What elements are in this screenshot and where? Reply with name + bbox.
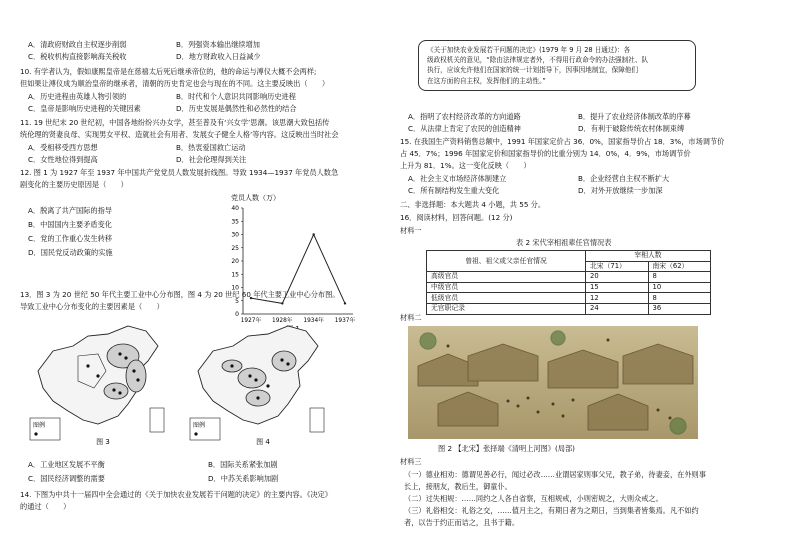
south-sea-inset	[150, 408, 164, 432]
party-membership-line-chart	[213, 190, 363, 335]
table-cell: 8	[648, 272, 711, 283]
q11-option-a: A．受相移受西方思想	[28, 143, 98, 152]
q13-line-1: 13．图 3 为 20 世纪 50 年代主要工业中心分布图，图 4 为 20 世纪 60 年代主要工业中心分布图。	[20, 290, 340, 299]
box-line-1: 《关于加快农业发展若干问题的决定》(1979 年 9 月 28 日通过)：各	[427, 46, 631, 54]
q10-option-a: A．历史进程由英雄人物引领的	[28, 92, 127, 101]
q9-option-c: C．税收机构直接影响海关税收	[28, 52, 127, 61]
map3-legend-title: 图例	[33, 422, 46, 429]
m3-line-3: （二）过失相规：……同约之人各自省察，互相规戒，小则密规之，大则众戒之。	[404, 494, 663, 503]
q11-option-c: C．女性地位得到提高	[28, 155, 98, 164]
data-point	[312, 233, 314, 235]
south-sea-inset	[310, 408, 324, 432]
q15-option-a: A．社会主义市场经济体制建立	[408, 174, 507, 183]
q12-option-c: C．党的工作重心发生转移	[28, 234, 113, 243]
table-header-north-song: 北宋（71）	[586, 261, 649, 272]
y-tick-label: 40	[231, 205, 239, 212]
material2-label: 材料二	[400, 313, 422, 322]
table-cell: 高级官员	[427, 272, 586, 283]
q12-option-d: D．国民党反动政策的实施	[28, 248, 113, 257]
q13-option-d: D．中苏关系影响加剧	[208, 474, 279, 483]
y-tick-label: 15	[231, 271, 239, 279]
q11-line-1: 11. 19 世纪末 20 世纪初，中国各地纷纷兴办女学，甚至普及有‘兴女学’思潮。该思潮大致包括传	[20, 118, 330, 127]
map3-caption: 图 3	[96, 438, 110, 446]
q13-option-b: B．国际关系紧张加剧	[208, 460, 278, 469]
figure2-caption: 图 2 【北宋】张择端《清明上河图》(局部)	[438, 444, 575, 453]
q11-line-2: 统伦理的贤妻良母、实现男女平权、造就社会有用者、发展女子健全人格’等内容。这反映出当时社会	[20, 130, 339, 139]
q15-line-1: 15. 在我国生产资料销售总额中，1991 年国家定价占 36．0%，国家指导价占 18．3%，市场调节价	[400, 137, 725, 146]
map4-caption: 图 4	[256, 438, 270, 446]
box-line-2: 级政权机关的意见，“除由法律规定者外，不得用行政命令的办法强制社、队	[427, 56, 649, 65]
y-tick-label: 20	[231, 258, 239, 265]
q10-option-c: C．皇帝是影响历史进程的关键因素	[28, 104, 141, 113]
table-cell: 20	[586, 272, 649, 283]
data-point	[281, 302, 283, 304]
table-cell: 24	[586, 303, 649, 314]
q14-option-c: C．从法律上肯定了农民的创造精神	[408, 124, 521, 133]
table-row	[427, 272, 711, 283]
x-tick-label: 1934年	[303, 318, 324, 324]
material1-label: 材料一	[400, 226, 422, 235]
q11-option-b: B．热衷爱国救亡运动	[176, 143, 246, 152]
chart-title: 党员人数（万）	[231, 194, 280, 202]
section2-title: 二、非选择题：本大题共 4 小题，共 55 分。	[400, 200, 546, 209]
box-line-4: 在这方面的自主权，发挥他们的主动性。”	[427, 76, 546, 85]
song-chancellor-table	[426, 250, 711, 315]
table-cell: 10	[648, 282, 711, 293]
q12-option-a: A．脱离了共产国际的指导	[28, 206, 112, 215]
m3-line-1: （一）德业相劝：德谓见善必行，闻过必改……业谓居家则事父兄，教子弟，待妻妾，在外则事	[404, 470, 706, 479]
q14-line-1: 14. 下图为中共十一届四中全会通过的《关于加快农业发展若干问题的决定》的主要内容。《决定》	[20, 490, 332, 499]
x-tick-label: 1927年	[240, 318, 262, 324]
m3-line-2: 长上，接朋友，教后生，御童仆。	[404, 482, 512, 491]
q10-line-1: 10. 有学者认为，假如康熙皇帝是在慈禧太后死后继承帝位的，他的命运与溥仪大概不会两样;	[20, 67, 317, 76]
q10-option-b: B．时代和个人意识共同影响历史进程	[176, 92, 296, 101]
q14-line-2: 的通过（ ）	[20, 502, 71, 511]
industrial-zone	[238, 368, 266, 388]
q16-title: 16．阅读材料，回答问题。(12 分)	[400, 213, 513, 222]
y-tick-label: 25	[231, 244, 239, 252]
table-cell: 12	[586, 293, 649, 304]
q14-option-d: D．有利于破除传统农村体制束缚	[578, 124, 685, 133]
q10-line-2: 但如果让溥仪成为顺治皇帝的继承者，清朝的历史肯定也会与现在的不同。这主要反映出（ ）	[20, 79, 330, 88]
x-tick-label: 1928年	[272, 318, 293, 324]
q15-option-d: D．对外开放继续一步加深	[578, 186, 663, 195]
q12-line-1: 12. 图 1 为 1927 年至 1937 年中国共产党党员人数发展折线图。导致 1934—1937 年党员人数急	[20, 168, 339, 177]
industrial-zone	[104, 383, 128, 399]
map-1960s-industrial-centers	[188, 316, 338, 446]
table-caption: 表 2 宋代宰相祖辈任官情况表	[516, 238, 612, 247]
data-point	[344, 302, 346, 304]
table-header-south-song: 南宋（62）	[648, 261, 711, 272]
y-tick-label: 5	[235, 297, 239, 305]
m3-line-4: （三）礼俗相交：礼俗之交，……值月主之，有期日者为之期日，当到集者皆集焉。凡不如约	[404, 506, 699, 515]
q13-line-2: 导致工业中心分布变化的主要因素是（ ）	[20, 302, 164, 311]
q14-option-b: B．提升了农业经济体制改革的序幕	[578, 112, 691, 121]
industrial-zone	[126, 360, 146, 392]
table-header-ancestry: 曾祖、祖父或父亲任官情况	[427, 251, 586, 272]
table-row	[427, 282, 711, 293]
qingming-painting-image	[408, 326, 698, 439]
table-cell: 15	[586, 282, 649, 293]
q13-option-c: C．国民经济调整的需要	[28, 474, 105, 483]
material3-label: 材料三	[400, 457, 422, 466]
y-tick-label: 30	[231, 231, 239, 239]
q15-option-c: C．所有制结构发生重大变化	[408, 186, 500, 195]
q15-option-b: B．企业经营自主权不断扩大	[578, 174, 670, 183]
y-tick-label: 0	[235, 311, 239, 318]
map4-legend-title: 图例	[193, 422, 206, 429]
q9-option-a: A．清政府财政自主权逐步削弱	[28, 40, 127, 49]
q9-option-b: B．列强资本输出继续增加	[176, 40, 260, 49]
x-tick-label: 1937年	[334, 318, 356, 324]
q12-line-2: 剧变化的主要历史原因是（ ）	[20, 180, 128, 189]
table-cell: 36	[648, 303, 711, 314]
y-tick-label: 35	[231, 218, 239, 226]
table-cell: 中级官员	[427, 282, 586, 293]
table-cell: 无官职记录	[427, 303, 586, 314]
table-row	[427, 303, 711, 314]
decision-quote-box	[418, 40, 696, 91]
box-line-3: 执行，应该允许他们在国家的统一计划指导下，因事因地制宜，保障他们	[427, 66, 638, 75]
q13-option-a: A．工业地区发展不平衡	[28, 460, 105, 469]
q14-option-a: A．指明了农村经济改革的方向道路	[408, 112, 521, 121]
table-header-count: 宰相人数	[586, 251, 711, 262]
table-row	[427, 293, 711, 304]
q11-option-d: D．社会伦理得到关注	[176, 155, 247, 164]
industrial-zone	[272, 351, 296, 371]
q12-option-b: B．中国国内主要矛盾变化	[28, 220, 112, 229]
table-cell: 低级官员	[427, 293, 586, 304]
q10-option-d: D．历史发展是偶然性和必然性的结合	[176, 104, 297, 113]
y-tick-label: 10	[231, 284, 239, 292]
q9-option-d: D．地方财政收入日益减少	[176, 52, 261, 61]
m3-line-5: 者，以告于约正而诘之，且书于籍。	[404, 518, 520, 527]
q15-line-2: 占 45．7%；1996 年国家定价和国家指导价的比重分别为 14．0%，4．9%，市场调节价	[400, 149, 691, 158]
table-cell: 8	[648, 293, 711, 304]
map-1950s-industrial-centers	[28, 316, 178, 446]
q15-line-3: 上升为 81．1%。这一变化反映（ ）	[400, 161, 531, 170]
